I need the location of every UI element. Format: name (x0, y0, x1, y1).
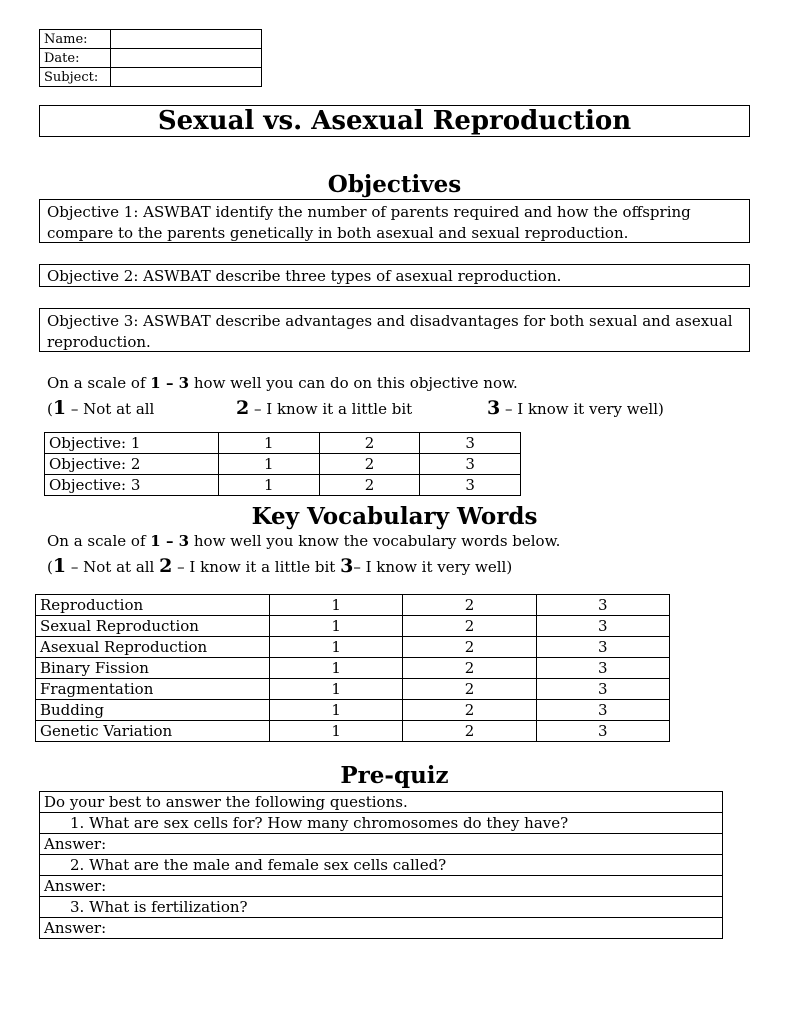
rating-cell[interactable]: 1 (270, 616, 403, 637)
rating-cell[interactable]: 1 (219, 475, 320, 496)
rating-cell[interactable]: 1 (270, 595, 403, 616)
rating-cell[interactable]: 3 (536, 679, 669, 700)
rating-cell[interactable]: 2 (319, 475, 420, 496)
scale-3-num: 3 (487, 397, 501, 419)
rating-cell[interactable]: 3 (536, 595, 669, 616)
objective-rating-table (44, 432, 521, 496)
question-3: 3. What is fertilization? (40, 897, 723, 918)
rating-cell[interactable]: 3 (536, 658, 669, 679)
objective-scale-instruction (47, 374, 518, 392)
vocabulary-table (35, 594, 670, 742)
objective-2-box: Objective 2: ASWBAT describe three types of asexual reproduction. (39, 264, 750, 287)
rating-cell[interactable]: 1 (270, 721, 403, 742)
name-row (40, 30, 262, 49)
table-row (45, 475, 521, 496)
table-row (40, 897, 723, 918)
scale-1-num: 1 (52, 555, 67, 577)
scale-2-text: – I know it a little bit (249, 400, 413, 418)
rating-cell[interactable]: 1 (219, 433, 320, 454)
question-1: 1. What are sex cells for? How many chromosomes do they have? (40, 813, 723, 834)
rating-cell[interactable]: 2 (319, 433, 420, 454)
scale-2-text: – I know it a little bit (172, 558, 341, 576)
question-2: 2. What are the male and female sex cells called? (40, 855, 723, 876)
objective-scale-legend (47, 397, 154, 419)
answer-2-field[interactable]: Answer: (40, 876, 723, 897)
row-label: Objective: 3 (45, 475, 219, 496)
table-row (36, 721, 670, 742)
vocab-word: Reproduction (36, 595, 270, 616)
answer-1-field[interactable]: Answer: (40, 834, 723, 855)
scale-1-text: – Not at all (66, 400, 155, 418)
table-row (40, 813, 723, 834)
row-label: Objective: 1 (45, 433, 219, 454)
objective-1-box: Objective 1: ASWBAT identify the number of parents required and how the offspring compare to the parents genetically in both asexual and sexual reproduction. (39, 199, 750, 243)
rating-cell[interactable]: 1 (270, 679, 403, 700)
date-label: Date: (40, 49, 111, 68)
scale-1-text: – Not at all (66, 558, 160, 576)
table-row (45, 454, 521, 475)
date-row (40, 49, 262, 68)
rating-cell[interactable]: 3 (536, 616, 669, 637)
table-row (36, 595, 670, 616)
vocab-word: Budding (36, 700, 270, 721)
vocabulary-heading: Key Vocabulary Words (251, 503, 538, 530)
rating-cell[interactable]: 2 (403, 721, 536, 742)
rating-cell[interactable]: 2 (403, 595, 536, 616)
vocab-word: Sexual Reproduction (36, 616, 270, 637)
name-label: Name: (40, 30, 111, 49)
vocab-scale-legend (47, 555, 512, 577)
table-row (36, 679, 670, 700)
rating-cell[interactable]: 2 (403, 700, 536, 721)
rating-cell[interactable]: 3 (536, 700, 669, 721)
objective-scale-legend-3 (487, 397, 664, 419)
vocab-word: Genetic Variation (36, 721, 270, 742)
date-field[interactable] (111, 49, 262, 68)
rating-cell[interactable]: 3 (536, 721, 669, 742)
objective-scale-legend-2 (236, 397, 412, 419)
table-row (40, 792, 723, 813)
scale-prefix: On a scale of (47, 374, 151, 392)
table-row (45, 433, 521, 454)
scale-prefix: On a scale of (47, 532, 151, 550)
table-row (36, 700, 670, 721)
prequiz-table (39, 791, 723, 939)
scale-suffix: how well you know the vocabulary words below. (189, 532, 561, 550)
table-row (40, 876, 723, 897)
rating-cell[interactable]: 1 (270, 637, 403, 658)
vocab-scale-instruction (47, 532, 560, 550)
rating-cell[interactable]: 2 (403, 679, 536, 700)
vocab-word: Binary Fission (36, 658, 270, 679)
scale-suffix: how well you can do on this objective now. (189, 374, 518, 392)
rating-cell[interactable]: 2 (403, 658, 536, 679)
objectives-heading: Objectives (327, 171, 462, 198)
scale-range: 1 – 3 (150, 374, 190, 392)
scale-2-num: 2 (236, 397, 250, 419)
paren-open: ( (47, 558, 53, 576)
scale-3-text: – I know it very well) (353, 558, 513, 576)
objective-3-box: Objective 3: ASWBAT describe advantages and disadvantages for both sexual and asexual reproduction. (39, 308, 750, 352)
rating-cell[interactable]: 3 (420, 454, 521, 475)
subject-field[interactable] (111, 68, 262, 87)
rating-cell[interactable]: 3 (420, 433, 521, 454)
prequiz-heading: Pre-quiz (340, 762, 449, 789)
rating-cell[interactable]: 2 (403, 637, 536, 658)
subject-row (40, 68, 262, 87)
rating-cell[interactable]: 2 (319, 454, 420, 475)
answer-3-field[interactable]: Answer: (40, 918, 723, 939)
prequiz-intro: Do your best to answer the following questions. (40, 792, 723, 813)
table-row (36, 616, 670, 637)
paren-open: ( (47, 400, 53, 418)
vocab-word: Asexual Reproduction (36, 637, 270, 658)
subject-label: Subject: (40, 68, 111, 87)
rating-cell[interactable]: 3 (536, 637, 669, 658)
scale-1-num: 1 (52, 397, 67, 419)
student-info-table (39, 29, 262, 87)
name-field[interactable] (111, 30, 262, 49)
page-title: Sexual vs. Asexual Reproduction (39, 105, 750, 137)
scale-3-text: – I know it very well) (500, 400, 664, 418)
scale-2-num: 2 (159, 555, 173, 577)
rating-cell[interactable]: 3 (420, 475, 521, 496)
rating-cell[interactable]: 1 (270, 658, 403, 679)
row-label: Objective: 2 (45, 454, 219, 475)
table-row (36, 637, 670, 658)
rating-cell[interactable]: 1 (219, 454, 320, 475)
table-row (40, 918, 723, 939)
rating-cell[interactable]: 2 (403, 616, 536, 637)
table-row (40, 834, 723, 855)
table-row (40, 855, 723, 876)
table-row (36, 658, 670, 679)
rating-cell[interactable]: 1 (270, 700, 403, 721)
scale-3-num: 3 (340, 555, 354, 577)
scale-range: 1 – 3 (150, 532, 190, 550)
vocab-word: Fragmentation (36, 679, 270, 700)
